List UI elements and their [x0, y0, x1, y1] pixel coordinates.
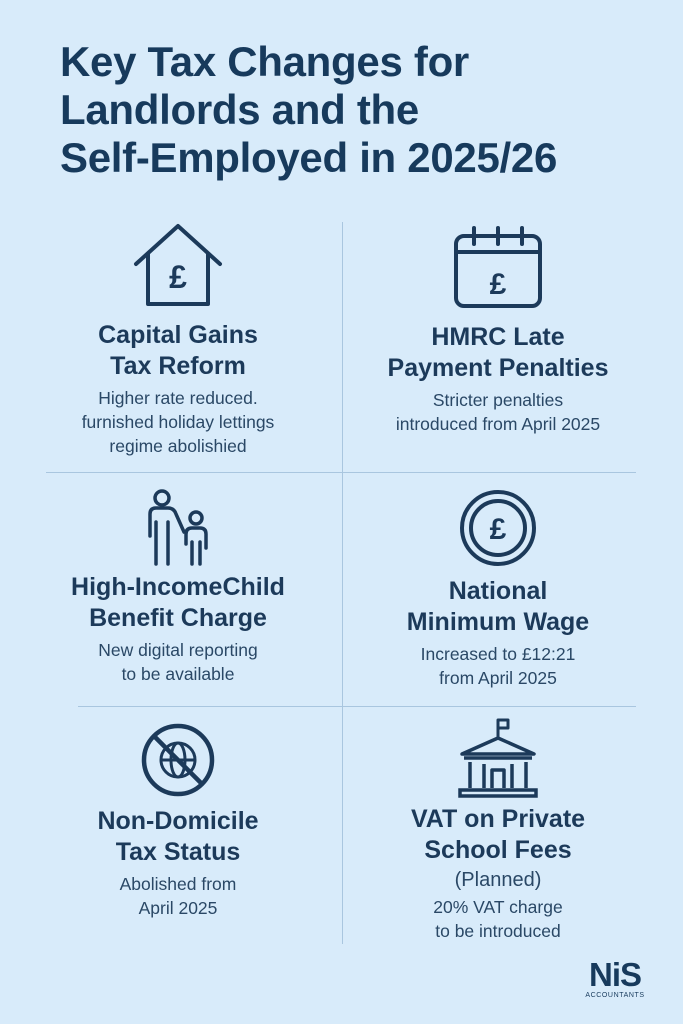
item-description: New digital reporting to be available	[98, 640, 258, 684]
item-minimum-wage	[348, 488, 648, 690]
item-hmrc-penalties	[348, 226, 648, 436]
item-heading: Capital Gains Tax Reform	[98, 321, 258, 380]
page-title: Key Tax Changes for Landlords and the Self-Employed in 2025/26	[60, 38, 558, 181]
grid-horizontal-divider-1	[46, 472, 636, 473]
item-subheading: (Planned)	[454, 869, 542, 891]
school-building-icon	[456, 716, 540, 800]
item-heading: VAT on Private School Fees	[410, 805, 586, 864]
item-non-domicile	[28, 720, 328, 920]
item-description: 20% VAT charge to be introduced	[433, 897, 563, 941]
house-pound-icon	[130, 222, 226, 310]
item-heading: High-IncomeChild Benefit Charge	[71, 573, 285, 632]
calendar-pound-icon	[450, 226, 546, 310]
item-capital-gains	[28, 222, 328, 458]
item-description: Stricter penalties introduced from April 2025	[395, 390, 601, 434]
item-description: Higher rate reduced. furnished holiday lettings regime abolishied	[81, 388, 275, 456]
item-heading: HMRC Late Payment Penalties	[387, 323, 609, 382]
item-child-benefit	[28, 488, 328, 686]
grid-horizontal-divider-2	[78, 706, 636, 707]
parent-child-icon	[140, 488, 216, 568]
item-description: Increased to £12:21 from April 2025	[420, 644, 576, 688]
svg-text:£: £	[169, 259, 187, 295]
item-heading: National Minimum Wage	[406, 577, 590, 636]
svg-text:£: £	[489, 268, 507, 301]
brand-logo: NiS ACCOUNTANTS	[585, 956, 645, 999]
item-vat-school-fees	[348, 716, 648, 943]
item-description: Abolished from April 2025	[119, 874, 237, 918]
svg-text:£: £	[489, 513, 507, 546]
item-heading: Non-Domicile Tax Status	[97, 807, 259, 866]
no-globe-icon	[138, 720, 218, 800]
grid-vertical-divider	[342, 222, 343, 944]
pound-coin-icon	[458, 488, 538, 568]
